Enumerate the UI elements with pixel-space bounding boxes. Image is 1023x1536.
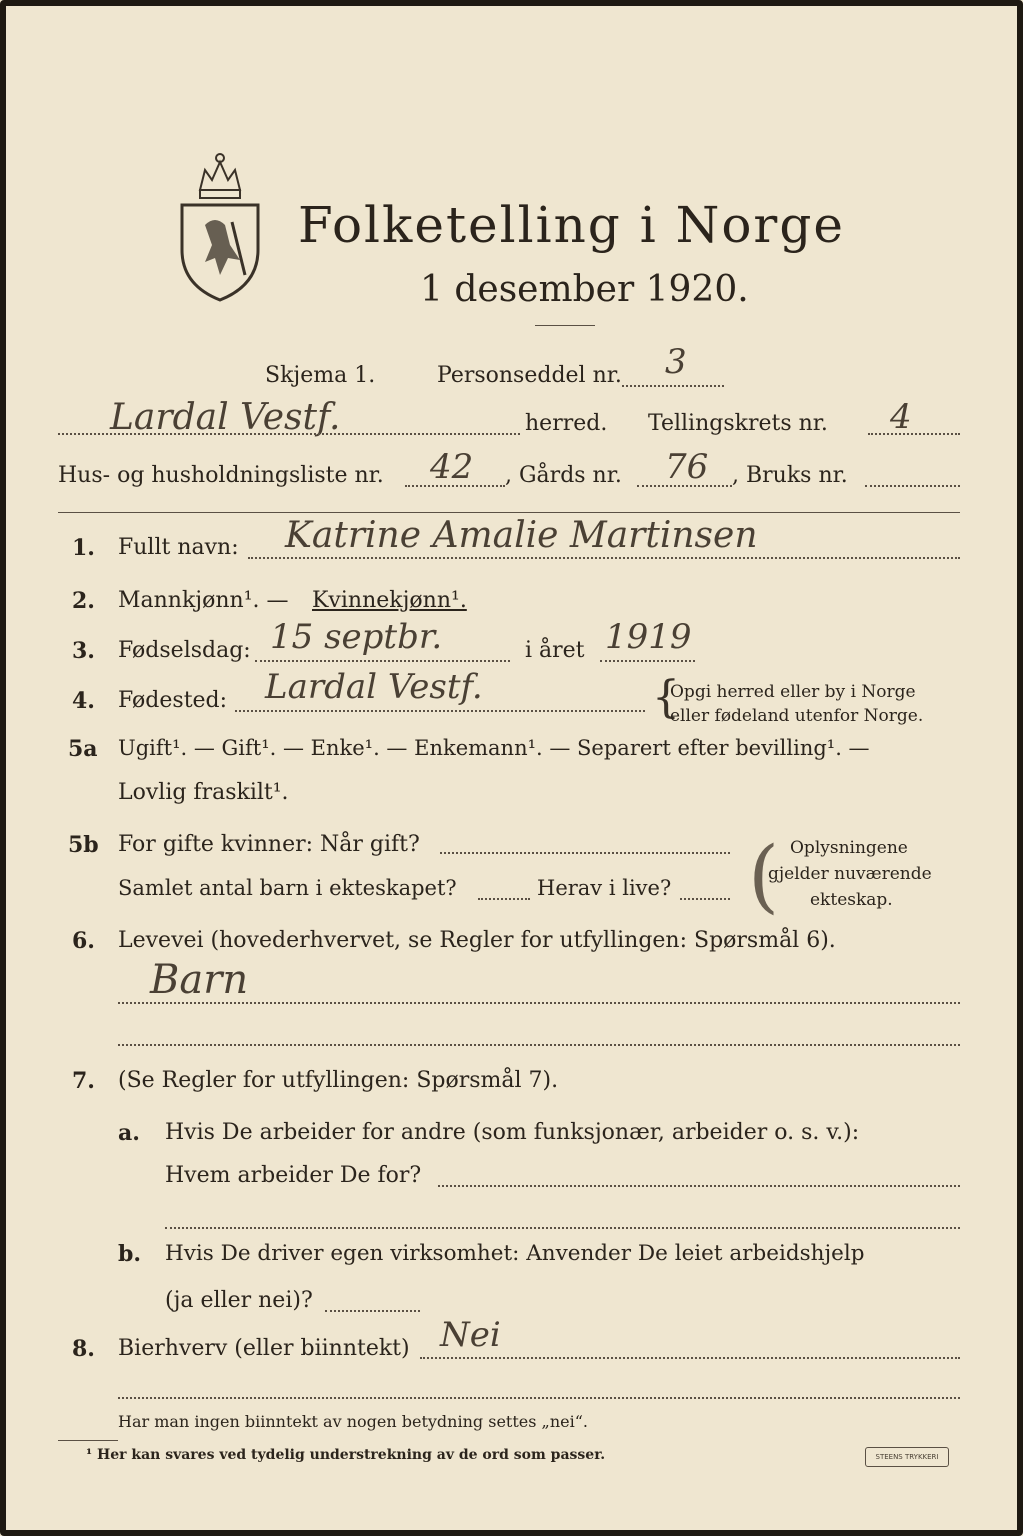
- hus-label: Hus- og husholdningsliste nr.: [58, 463, 384, 488]
- q1-number: 1.: [72, 535, 95, 561]
- year-label: i året: [525, 638, 585, 663]
- q7b-line1: Hvis De driver egen virksomhet: Anvender De leiet arbeidshjelp: [165, 1241, 865, 1266]
- q7b-letter: b.: [118, 1241, 142, 1267]
- personseddel-label: Personseddel nr.: [437, 363, 622, 388]
- kvinnekjonn-option[interactable]: Kvinnekjønn¹.: [312, 588, 467, 613]
- q8-label: Bierhverv (eller biinntekt): [118, 1336, 410, 1361]
- hus-value[interactable]: 42: [430, 447, 474, 487]
- birthplace-value[interactable]: Lardal Vestf.: [265, 667, 483, 707]
- gards-value[interactable]: 76: [665, 447, 709, 487]
- q6-number: 6.: [72, 928, 95, 954]
- q5b-children-label: Samlet antal barn i ekteskapet?: [118, 876, 457, 900]
- q8-line: [420, 1357, 960, 1359]
- q5b-note-line1: Oplysningene: [790, 838, 908, 858]
- q6-label: Levevei (hovederhvervet, se Regler for utfyllingen: Spørsmål 6).: [118, 928, 836, 953]
- footnote-rule: [58, 1440, 118, 1441]
- bruks-line: [865, 485, 960, 487]
- q4-line: [235, 710, 645, 712]
- birthday-value[interactable]: 15 septbr.: [270, 617, 443, 657]
- q8-line2: [118, 1397, 960, 1399]
- q7-number: 7.: [72, 1068, 95, 1094]
- q5b-note-line2: gjelder nuværende: [768, 864, 932, 884]
- q8-number: 8.: [72, 1336, 95, 1362]
- q7a-answer-line2: [165, 1227, 960, 1229]
- q5b-number: 5b: [68, 832, 99, 858]
- q6-line2: [118, 1044, 960, 1046]
- q7a-letter: a.: [118, 1120, 140, 1146]
- q3-line: [255, 660, 510, 662]
- title-rule: [535, 325, 595, 326]
- q5a-number: 5a: [68, 736, 98, 762]
- q7a-line1: Hvis De arbeider for andre (som funksjonær, arbeider o. s. v.):: [165, 1120, 860, 1145]
- q6-line1: [118, 1002, 960, 1004]
- q3-number: 3.: [72, 638, 95, 664]
- occupation-value[interactable]: Barn: [150, 957, 249, 1003]
- skjema-label: Skjema 1.: [265, 363, 376, 388]
- q5b-alive-line: [680, 898, 730, 900]
- tellingskrets-line: [868, 433, 960, 435]
- birth-year-value[interactable]: 1919: [605, 617, 692, 657]
- q4-note-line1: Opgi herred eller by i Norge: [670, 682, 916, 702]
- personseddel-line: [622, 385, 724, 387]
- q7-label: (Se Regler for utfyllingen: Spørsmål 7).: [118, 1068, 559, 1093]
- civil-status-options[interactable]: Ugift¹. — Gift¹. — Enke¹. — Enkemann¹. — Separert efter bevilling¹. —: [118, 736, 870, 760]
- page-title: Folketelling i Norge: [298, 196, 845, 254]
- q5b-alive-label: Herav i live?: [537, 876, 672, 900]
- q5b-brace: (: [748, 829, 780, 922]
- herred-line: [58, 433, 520, 435]
- q5b-children-line: [478, 898, 530, 900]
- footnote: ¹ Her kan svares ved tydelig understrekning av de ord som passer.: [86, 1447, 606, 1463]
- header-divider: [58, 512, 960, 513]
- q5b-line1: For gifte kvinner: Når gift?: [118, 832, 420, 857]
- q7a-answer-line1: [438, 1185, 960, 1187]
- side-income-value[interactable]: Nei: [440, 1315, 501, 1355]
- footer-note: Har man ingen biinntekt av nogen betydning settes „nei“.: [118, 1412, 588, 1431]
- q4-note-line2: eller fødeland utenfor Norge.: [670, 706, 924, 726]
- mannkjonn-option[interactable]: Mannkjønn¹. —: [118, 588, 289, 613]
- q4-brace: {: [652, 672, 680, 723]
- printer-stamp: STEENS TRYKKERI: [865, 1447, 949, 1467]
- q2-number: 2.: [72, 588, 95, 614]
- coat-of-arms-seal: [170, 150, 270, 310]
- full-name-value[interactable]: Katrine Amalie Martinsen: [285, 515, 758, 556]
- q4-number: 4.: [72, 688, 95, 714]
- year-line: [600, 660, 695, 662]
- q5b-married-line: [440, 852, 730, 854]
- tellingskrets-value[interactable]: 4: [890, 397, 912, 437]
- q5b-note-line3: ekteskap.: [810, 890, 893, 910]
- tellingskrets-label: Tellingskrets nr.: [648, 411, 828, 436]
- bruks-label: , Bruks nr.: [732, 463, 848, 488]
- q7b-line2: (ja eller nei)?: [165, 1288, 313, 1313]
- personseddel-value[interactable]: 3: [665, 342, 687, 382]
- q3-label: Fødselsdag:: [118, 638, 251, 663]
- gards-label: , Gårds nr.: [505, 463, 622, 488]
- q1-label: Fullt navn:: [118, 535, 239, 560]
- q7a-line2: Hvem arbeider De for?: [165, 1163, 422, 1188]
- census-date: 1 desember 1920.: [420, 269, 749, 310]
- q4-label: Fødested:: [118, 688, 228, 713]
- q1-line: [248, 557, 960, 559]
- q7b-answer-line: [325, 1310, 420, 1312]
- herred-label: herred.: [525, 411, 608, 436]
- lovlig-fraskilt-option[interactable]: Lovlig fraskilt¹.: [118, 780, 289, 805]
- herred-value[interactable]: Lardal Vestf.: [110, 397, 341, 438]
